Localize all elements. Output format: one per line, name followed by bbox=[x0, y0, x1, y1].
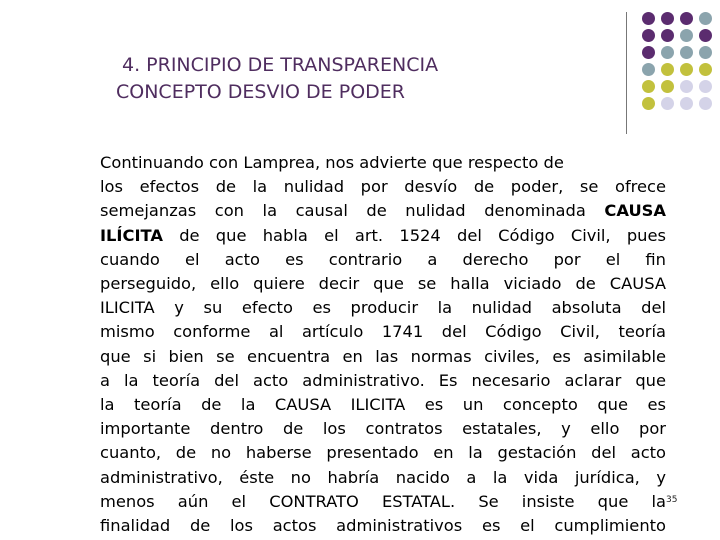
paragraph-line: la teoría de la CAUSA ILICITA es un concepto que es bbox=[100, 395, 666, 415]
paragraph-line: importante dentro de los contratos estatales, y ello por bbox=[100, 419, 666, 439]
decor-dot bbox=[699, 12, 712, 25]
slide-title-line-2: CONCEPTO DESVIO DE PODER bbox=[116, 81, 405, 103]
decor-dot bbox=[642, 97, 655, 110]
decor-dot bbox=[661, 29, 674, 42]
paragraph-line: finalidad de los actos administrativos es el cumplimiento bbox=[100, 516, 666, 536]
decor-dot bbox=[661, 46, 674, 59]
paragraph-line: los efectos de la nulidad por desvío de poder, se ofrece bbox=[100, 177, 666, 197]
paragraph-line: menos aún el CONTRATO ESTATAL. Se insiste que la bbox=[100, 491, 666, 511]
body-paragraph bbox=[100, 151, 666, 540]
decor-dot bbox=[699, 63, 712, 76]
decor-dot bbox=[661, 80, 674, 93]
decor-dot bbox=[680, 12, 693, 25]
paragraph-line bbox=[100, 224, 666, 248]
paragraph-line: administrativo, éste no habría nacido a la vida jurídica, y bbox=[100, 467, 666, 487]
decor-dot bbox=[680, 46, 693, 59]
paragraph-line-text: de que habla el art. 1524 del Código Civil, pues bbox=[162, 225, 666, 245]
decor-dot bbox=[699, 80, 712, 93]
paragraph-line: ILICITA y su efecto es producir la nulidad absoluta del bbox=[100, 298, 666, 318]
decor-dot bbox=[680, 97, 693, 110]
bold-term: CAUSA bbox=[604, 201, 666, 221]
paragraph-line bbox=[100, 199, 666, 223]
decor-dot bbox=[699, 46, 712, 59]
decor-dot bbox=[642, 12, 655, 25]
slide-title-line-1: 4. PRINCIPIO DE TRANSPARENCIA bbox=[122, 54, 439, 76]
paragraph-line: que si bien se encuentra en las normas civiles, es asimilable bbox=[100, 346, 666, 366]
decor-dot bbox=[661, 97, 674, 110]
bold-term: ILÍCITA bbox=[100, 225, 163, 245]
paragraph-line: mismo conforme al artículo 1741 del Código Civil, teoría bbox=[100, 322, 666, 342]
paragraph-line-text: semejanzas con la causal de nulidad denominada bbox=[100, 201, 605, 221]
page-number: 35 bbox=[666, 495, 678, 505]
decor-dot bbox=[680, 63, 693, 76]
decor-dot bbox=[680, 29, 693, 42]
slide-title bbox=[0, 52, 600, 106]
decor-dot bbox=[642, 29, 655, 42]
paragraph-line: Continuando con Lamprea, nos advierte que respecto de bbox=[100, 153, 564, 172]
decor-dot bbox=[642, 63, 655, 76]
decorative-dot-grid bbox=[636, 6, 720, 132]
vertical-divider bbox=[626, 12, 627, 134]
paragraph-line: perseguido, ello quiere decir que se halla viciado de CAUSA bbox=[100, 274, 666, 294]
decor-dot bbox=[699, 29, 712, 42]
decor-dot bbox=[661, 63, 674, 76]
decor-dot bbox=[642, 46, 655, 59]
paragraph-line: a la teoría del acto administrativo. Es necesario aclarar que bbox=[100, 370, 666, 390]
decor-dot bbox=[661, 12, 674, 25]
decor-dot bbox=[699, 97, 712, 110]
paragraph-line: cuando el acto es contrario a derecho por el fin bbox=[100, 249, 666, 269]
paragraph-line: cuanto, de no haberse presentado en la gestación del acto bbox=[100, 443, 666, 463]
decor-dot bbox=[680, 80, 693, 93]
decor-dot bbox=[642, 80, 655, 93]
